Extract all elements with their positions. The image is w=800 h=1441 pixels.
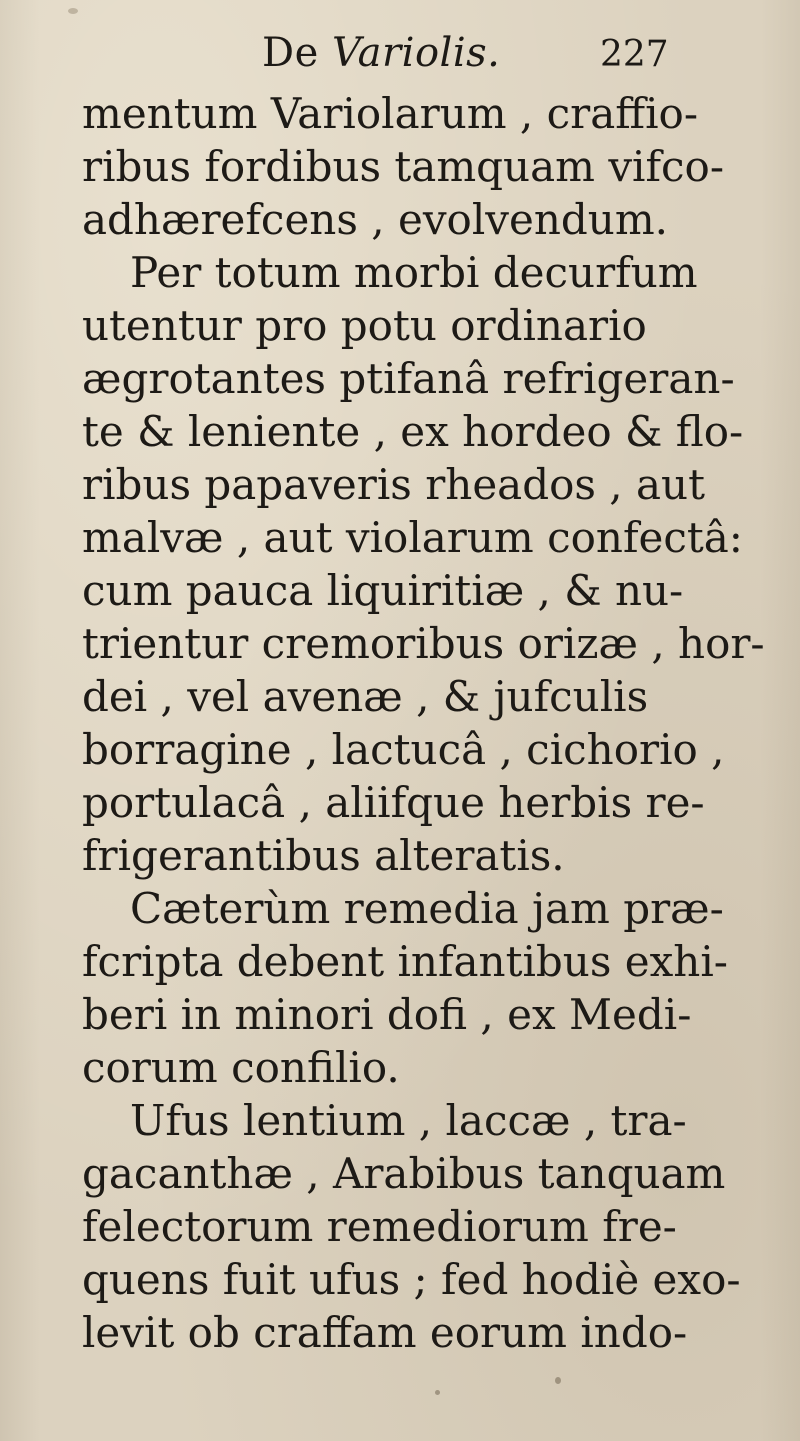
- page-number: 227: [600, 34, 669, 75]
- text-line-14: portulacâ , aliifque herbis re-: [82, 778, 705, 827]
- text-line-22: felectorum remediorum fre-: [82, 1202, 677, 1251]
- text-line-8: ribus papaveris rheados , aut: [82, 460, 705, 509]
- text-line-17: fcripta debent infantibus exhi-: [82, 937, 728, 986]
- text-line-16: Cæterùm remedia jam præ-: [130, 884, 724, 933]
- running-head-title: [262, 30, 500, 76]
- text-line-9: malvæ , aut violarum confectâ:: [82, 513, 743, 562]
- text-line-13: borragine , lactucâ , cichorio ,: [82, 725, 725, 774]
- text-line-2: ribus fordibus tamquam vifco-: [82, 142, 725, 191]
- text-line-19: corum confilio.: [82, 1043, 400, 1092]
- text-line-12: dei , vel avenæ , & jufculis: [82, 672, 649, 721]
- text-line-4: Per totum morbi decurfum: [130, 248, 698, 297]
- running-head: [0, 30, 800, 82]
- running-head-title-italic: Variolis.: [331, 30, 501, 76]
- text-line-18: beri in minori dofi , ex Medi-: [82, 990, 692, 1039]
- running-head-title-prefix: De: [262, 30, 332, 76]
- text-line-5: utentur pro potu ordinario: [82, 301, 647, 350]
- text-line-11: trientur cremoribus orizæ , hor-: [82, 619, 765, 668]
- ink-speck: [555, 1377, 561, 1384]
- ink-speck: [68, 8, 78, 14]
- text-line-15: frigerantibus alteratis.: [82, 831, 565, 880]
- text-line-10: cum pauca liquiritiæ , & nu-: [82, 566, 684, 615]
- text-line-1: mentum Variolarum , craffio-: [82, 89, 699, 138]
- text-line-3: adhærefcens , evolvendum.: [82, 195, 669, 244]
- text-line-20: Ufus lentium , laccæ , tra-: [130, 1096, 687, 1145]
- ink-speck: [435, 1390, 440, 1395]
- text-line-7: te & leniente , ex hordeo & flo-: [82, 407, 744, 456]
- text-line-21: gacanthæ , Arabibus tanquam: [82, 1149, 726, 1198]
- text-line-23: quens fuit ufus ; fed hodiè exo-: [82, 1255, 741, 1304]
- text-line-6: ægrotantes ptifanâ refrigeran-: [82, 354, 735, 403]
- text-line-24: levit ob craffam eorum indo-: [82, 1308, 688, 1357]
